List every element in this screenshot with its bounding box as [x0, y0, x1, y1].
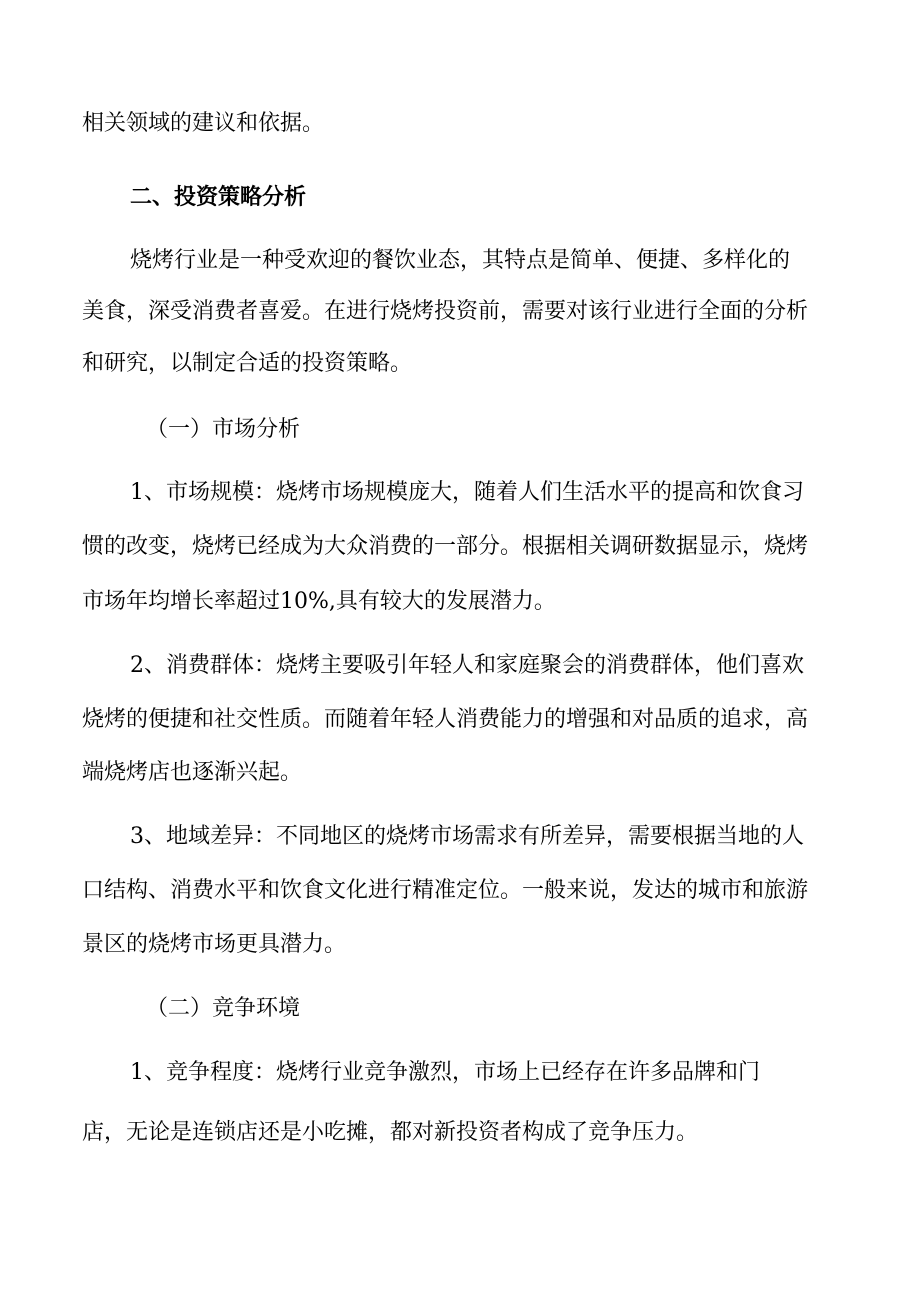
body-text-line: 口结构、消费水平和饮食文化进行精准定位。一般来说，发达的城市和旅游	[82, 878, 809, 903]
section-heading: 二、投资策略分析	[130, 184, 307, 210]
subsection-heading: （一）市场分析	[146, 417, 301, 442]
body-text-line: 2、消费群体：烧烤主要吸引年轻人和家庭聚会的消费群体，他们喜欢	[130, 653, 804, 678]
body-text-line: 1、市场规模：烧烤市场规模庞大，随着人们生活水平的提高和饮食习	[130, 480, 804, 505]
body-text-line: 端烧烤店也逐渐兴起。	[82, 760, 303, 785]
body-text-line: 店，无论是连锁店还是小吃摊，都对新投资者构成了竞争压力。	[82, 1120, 699, 1145]
body-text-line: 惯的改变，烧烤已经成为大众消费的一部分。根据相关调研数据显示，烧烤	[82, 534, 809, 559]
body-text-line: 烧烤的便捷和社交性质。而随着年轻人消费能力的增强和对品质的追求，高	[82, 707, 809, 732]
body-text-line: 市场年均增长率超过10%,具有较大的发展潜力。	[82, 589, 556, 614]
body-text-line: 3、地域差异：不同地区的烧烤市场需求有所差异，需要根据当地的人	[130, 824, 804, 849]
subsection-heading: （二）竞争环境	[146, 996, 301, 1021]
body-text-line: 相关领域的建议和依据。	[82, 111, 325, 136]
body-text-line: 1、竞争程度：烧烤行业竞争激烈，市场上已经存在许多品牌和门	[130, 1060, 760, 1085]
body-text-line: 美食，深受消费者喜爱。在进行烧烤投资前，需要对该行业进行全面的分析	[82, 299, 809, 324]
body-text-line: 景区的烧烤市场更具潜力。	[82, 932, 347, 957]
body-text-line: 和研究，以制定合适的投资策略。	[82, 351, 413, 376]
body-text-line: 烧烤行业是一种受欢迎的餐饮业态，其特点是简单、便捷、多样化的	[130, 248, 791, 273]
